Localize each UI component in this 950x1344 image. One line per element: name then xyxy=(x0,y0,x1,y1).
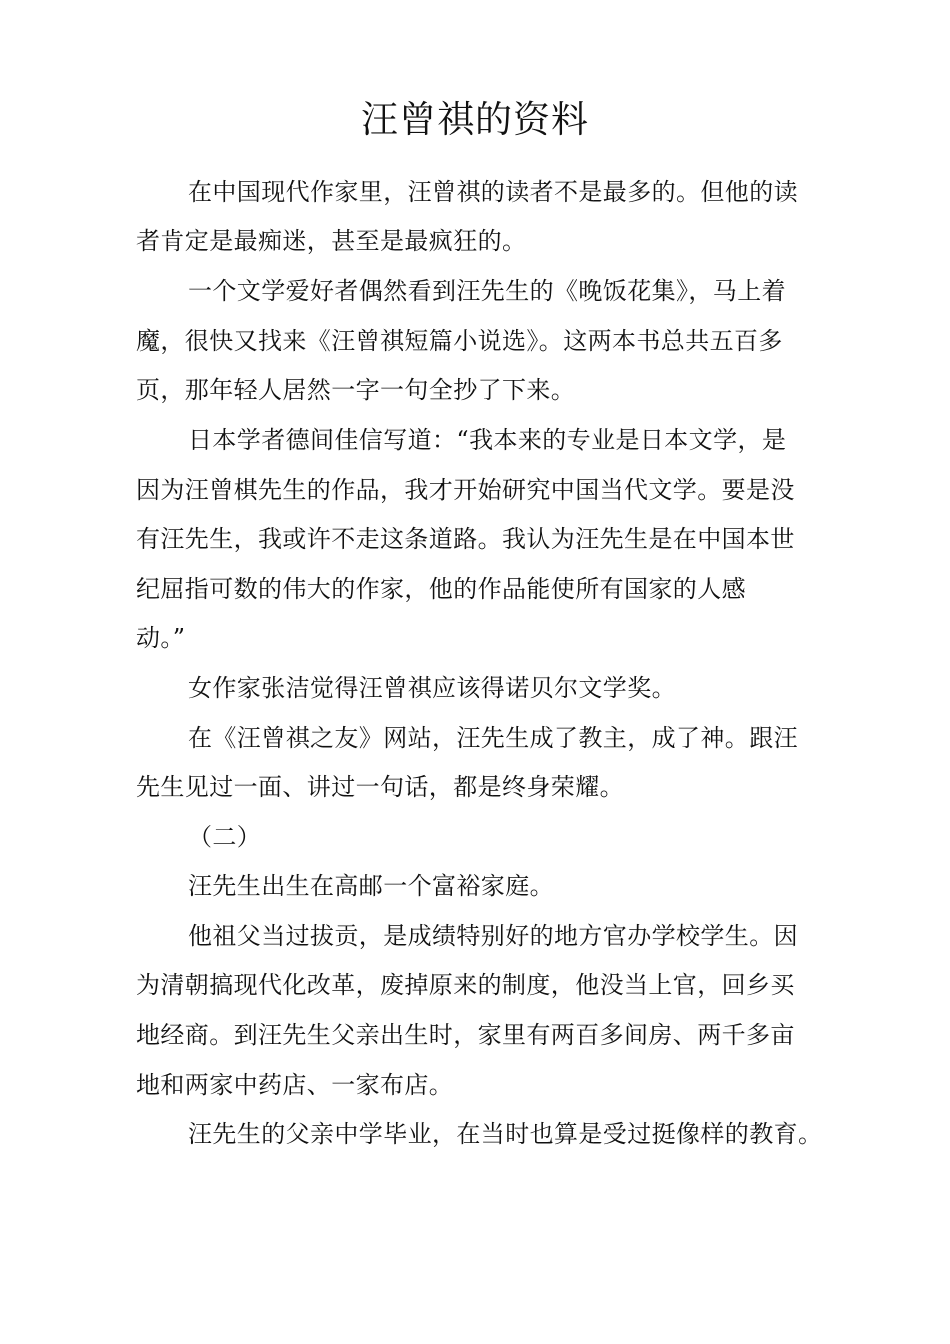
text-line: 纪屈指可数的伟大的作家，他的作品能使所有国家的人感 xyxy=(136,575,746,603)
text-line: 日本学者德间佳信写道：“我本来的专业是日本文学，是 xyxy=(188,426,787,454)
text-line: 一个文学爱好者偶然看到汪先生的《晚饭花集》，马上着 xyxy=(188,277,786,305)
text-line: 女作家张洁觉得汪曾祺应该得诺贝尔文学奖。 xyxy=(188,674,676,702)
text-line: 在《汪曾祺之友》网站，汪先生成了教主，成了神。跟汪 xyxy=(188,724,798,752)
text-line: 先生见过一面、讲过一句话，都是终身荣耀。 xyxy=(136,773,624,801)
text-line: 他祖父当过拔贡，是成绩特别好的地方官办学校学生。因 xyxy=(188,922,798,950)
text-line: 汪先生的父亲中学毕业，在当时也算是受过挺像样的教育。 xyxy=(188,1120,823,1148)
text-line: 有汪先生，我或许不走这条道路。我认为汪先生是在中国本世 xyxy=(136,525,795,553)
text-line: 者肯定是最痴迷，甚至是最疯狂的。 xyxy=(136,227,527,255)
text-line: 在中国现代作家里，汪曾祺的读者不是最多的。但他的读 xyxy=(188,178,798,206)
text-line: 因为汪曾棋先生的作品，我才开始研究中国当代文学。要是没 xyxy=(136,476,795,504)
text-line: 动。” xyxy=(136,624,186,652)
section-heading: （二） xyxy=(188,823,262,851)
text-line: 为清朝搞现代化改革，废掉原来的制度，他没当上官，回乡买 xyxy=(136,971,795,999)
text-line: 汪先生出生在高邮一个富裕家庭。 xyxy=(188,872,554,900)
text-line: 地经商。到汪先生父亲出生时，家里有两百多间房、两千多亩 xyxy=(136,1021,795,1049)
text-line: 魔，很快又找来《汪曾祺短篇小说选》。这两本书总共五百多 xyxy=(136,327,783,355)
text-line: 地和两家中药店、一家布店。 xyxy=(136,1071,454,1099)
text-line: 页，那年轻人居然一字一句全抄了下来。 xyxy=(136,376,576,404)
page-title: 汪曾祺的资料 xyxy=(361,98,589,141)
